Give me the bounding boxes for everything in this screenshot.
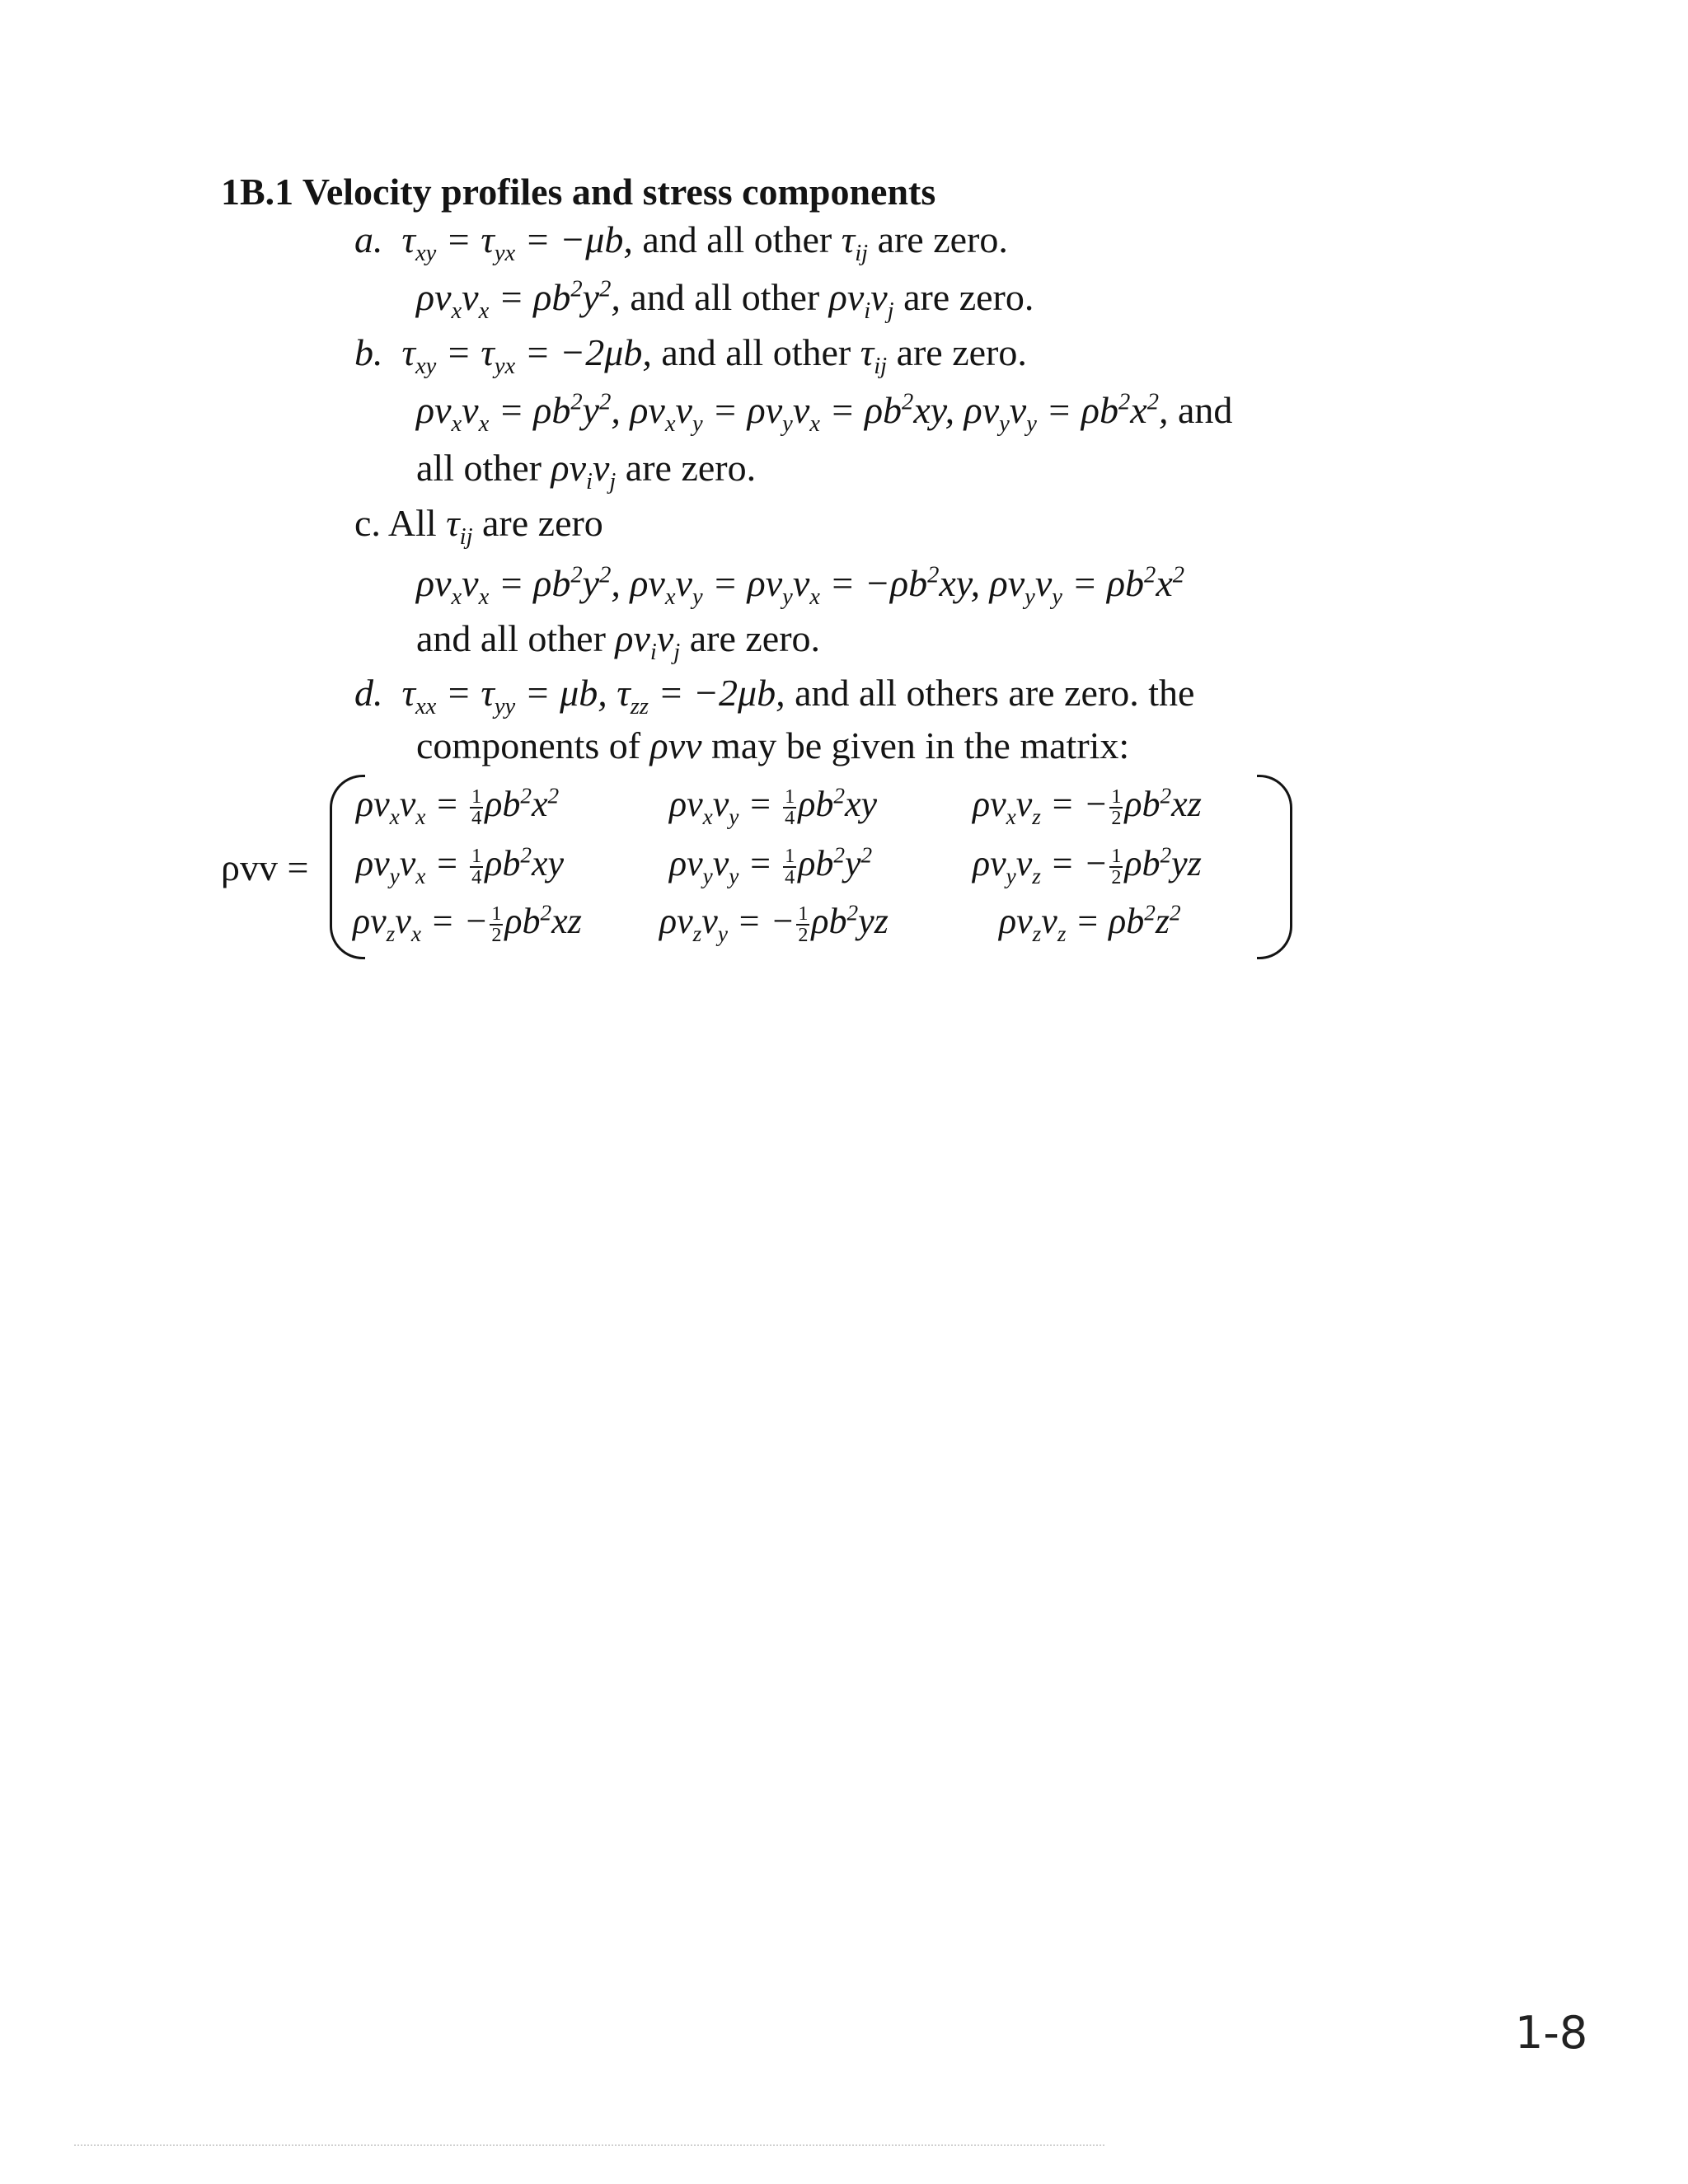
- part-a-flux-line: [416, 276, 1034, 325]
- part-c-all: All: [387, 502, 437, 544]
- part-b-flux-line2-start: all other: [416, 447, 542, 489]
- part-d-components-line: [416, 724, 1130, 766]
- part-a-label: a.: [354, 218, 383, 260]
- scan-artifact-line: [74, 2144, 1104, 2148]
- part-c-flux-line: [416, 562, 1184, 611]
- part-b-flux-and: and: [1177, 389, 1233, 431]
- part-c-stress-end: are zero: [482, 502, 603, 544]
- matrix-cell-xx: $\rho v_xv_x$ = $\frac{1}{4}$ $\rho b^2x^2$: [356, 783, 560, 829]
- part-b-stress-text: and all other: [661, 331, 851, 373]
- part-a-flux-text: and all other: [630, 276, 820, 318]
- tau-ij-symbol: $\tau_{ij}$: [860, 331, 888, 380]
- part-a-stress-text: and all other: [642, 218, 832, 260]
- section-title: Velocity profiles and stress components: [302, 171, 936, 213]
- part-d-label: d.: [354, 672, 383, 714]
- part-a-flux-eq: $\rho v_xv_x = \rho b^2y^2$,: [416, 276, 621, 325]
- matrix-right-paren: [1257, 775, 1292, 959]
- part-b-stress-eq: $\tau_{xy} = \tau_{yx} = -2\mu b$,: [392, 331, 652, 380]
- part-d-stress-line: [354, 672, 1195, 720]
- part-d-line2-start: components of: [416, 724, 641, 766]
- matrix-cell-zy: $\rho v_zv_y$ = − $\frac{1}{2}$ $\rho b^2yz$: [659, 900, 889, 946]
- part-c-label: c.: [354, 502, 381, 544]
- part-c-flux-eq: $\rho v_xv_x = \rho b^2y^2$, $\rho v_xv_y = \rho v_yv_x = -\rho b^2xy$, $\rho v_yv_y = \rho b^2x^2$: [416, 562, 1184, 611]
- part-b-flux-eq: $\rho v_xv_x = \rho b^2y^2$, $\rho v_xv_y = \rho v_yv_x = \rho b^2xy$, $\rho v_yv_y = \rho b^2x^2$,: [416, 389, 1169, 438]
- part-b-stress-line: [354, 331, 1027, 380]
- matrix-label: ρvv =: [221, 846, 309, 888]
- rho-vi-vj-symbol: $\rho v_iv_j$: [615, 617, 681, 666]
- part-a-stress-eq: $\tau_{xy} = \tau_{yx} = -\mu b$,: [392, 218, 633, 267]
- part-c-stress-line: [354, 502, 603, 551]
- tau-ij-symbol: $\tau_{ij}$: [446, 502, 473, 551]
- part-d-line2-end: may be given in the matrix:: [711, 724, 1130, 766]
- part-b-stress-end: are zero.: [896, 331, 1027, 373]
- section-number: 1B.1: [221, 171, 294, 213]
- part-d-line2-pvv: ρvv: [649, 724, 702, 766]
- section-heading: [221, 173, 935, 211]
- matrix-cell-zx: $\rho v_zv_x$ = − $\frac{1}{2}$ $\rho b^2xz$: [353, 900, 582, 946]
- part-c-flux-line2-end: are zero.: [689, 617, 821, 659]
- part-a-stress-end: are zero.: [877, 218, 1008, 260]
- rho-vi-vj-symbol: $\rho v_iv_j$: [828, 276, 894, 325]
- matrix-cell-yz: $\rho v_yv_z$ = − $\frac{1}{2}$ $\rho b^2yz$: [973, 842, 1202, 888]
- part-d-stress-end: and all others are zero. the: [795, 672, 1195, 714]
- part-a-stress-line: [354, 218, 1008, 267]
- part-b-flux-line-2: [416, 447, 757, 495]
- matrix-cell-yx: $\rho v_yv_x$ = $\frac{1}{4}$ $\rho b^2xy$: [356, 842, 565, 888]
- part-d-stress-eq: $\tau_{xx} = \tau_{yy} = \mu b$, $\tau_{zz} = -2\mu b$,: [392, 672, 785, 720]
- part-b-label: b.: [354, 331, 383, 373]
- matrix-cell-xy: $\rho v_xv_y$ = $\frac{1}{4}$ $\rho b^2xy$: [669, 783, 878, 829]
- matrix-cell-xz: $\rho v_xv_z$ = − $\frac{1}{2}$ $\rho b^2xz$: [973, 783, 1202, 829]
- page-number: 1-8: [1515, 2007, 1588, 2059]
- part-a-flux-end: are zero.: [903, 276, 1034, 318]
- tau-ij-symbol: $\tau_{ij}$: [841, 218, 869, 267]
- matrix-cell-zz: $\rho v_zv_z = \rho b^2z^2$: [999, 900, 1181, 946]
- part-c-flux-line2-start: and all other: [416, 617, 606, 659]
- part-c-flux-line-2: [416, 617, 821, 666]
- matrix-cell-yy: $\rho v_yv_y$ = $\frac{1}{4}$ $\rho b^2y^2$: [669, 842, 873, 888]
- rho-vi-vj-symbol: $\rho v_iv_j$: [551, 447, 617, 495]
- part-b-flux-line2-end: are zero.: [625, 447, 757, 489]
- part-b-flux-line: [416, 389, 1233, 438]
